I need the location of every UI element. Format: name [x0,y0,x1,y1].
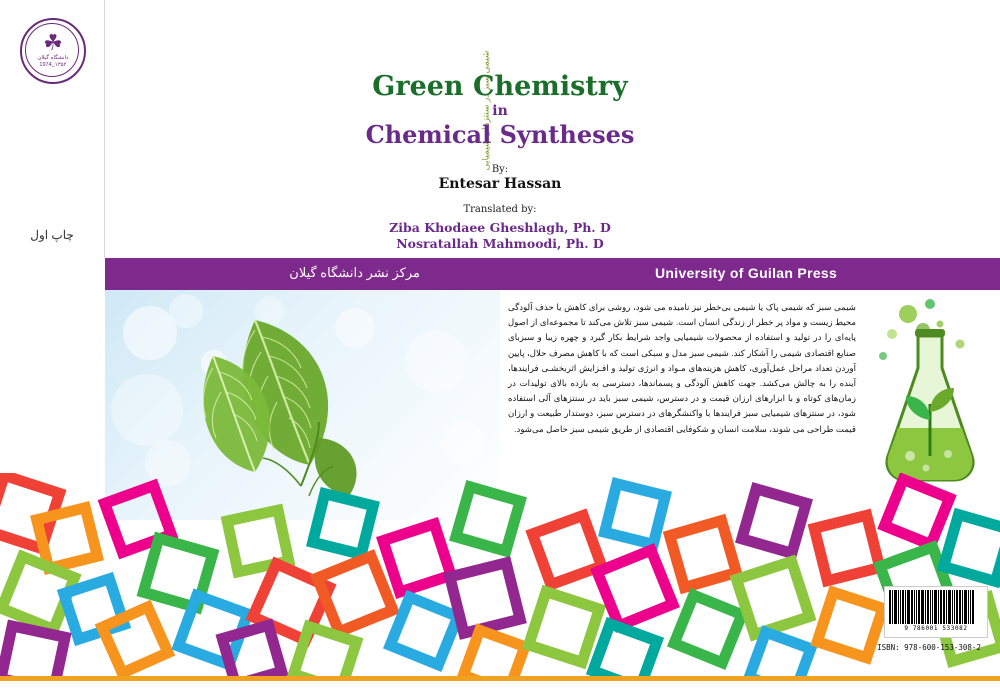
edition-label: چاپ اول [30,228,74,242]
seal-label-fa: دانشگاه گیلان [37,55,69,61]
publisher-band [105,258,1000,290]
english-translator-1: Ziba Khodaee Gheshlagh, Ph. D [389,220,611,235]
barcode-bars [889,590,983,624]
english-translated-label: Translated by: [463,204,537,215]
back-cover-blurb-text: شیمی سبز که شیمی پاک یا شیمی بی‌خطر نیز نامیده می شود، روشی برای کاهش یا حذف آلودگی محیط زیست و مواد پر خطر از زندگی انسان است. شیمی سبز تلاش می‌کند تا مجموعه‌ای از اصول پایه‌ای را در تولید و استفاده از محصولات شیمیایی واجد شرایط بکار گیرد و چهره زیبا و سبزبای صنایع اقتصادی شیمی را آشکار کند. شیمی سبز مدل و سبکی است که با کاهش مصرف حلال، پایین آوردن تعداد مراحل عمل‌آوری، کاهش هزینه‌های مـواد و انرژی تولید و افـزایش اثربخشـی فرایندها، آینده را به چالش می‌کشد. جهت کاهش آلودگی و پسماندها، دسترسی به بازده بالای تولیدات در زمان‌های کوتاه و با ابزارهای ارزان قیمت و در دسترس، شیمی سبز باید در سنتزهای آلی استفاده شود، در سنتزهای شیمیایی سبز فرایندها با واکنشگرهای در دسترس سبز، دوستدار طبیعت و ارزان قیمت طراحی می شوند، سلامت انسان و شکوفایی اقتصادی از طریق شیمی سبز حاصل می‌شود. [508,302,856,434]
english-by-label: By: [491,164,509,175]
leaf-artwork-panel [105,290,500,520]
seal-inner-ring [25,23,79,77]
isbn-label: ISBN: 978-600-153-308-2 [877,643,981,652]
english-translator-2: Nosratallah Mahmoodi, Ph. D [396,236,604,251]
english-title-in: in [492,103,508,119]
english-title-line2: Chemical Syntheses [365,120,635,149]
leaves-illustration [105,290,500,520]
back-cover-blurb-panel [500,290,1000,520]
english-author: Entesar Hassan [438,176,562,192]
bottom-white-margin [0,681,1000,693]
english-title-line1: Green Chemistry [372,71,628,102]
barcode-number: 9 786001 533082 [904,625,968,632]
spine-title: شیمی سبز در سنتزهای شیمیایی [480,50,491,171]
barcode [884,586,988,638]
english-title [0,72,1000,150]
flask-illustration [868,296,993,501]
seal-label-year: ۱۳۵۲_1974 [39,62,67,68]
publisher-name-fa: مرکز نشر دانشگاه گیلان [289,265,420,280]
seal-emblem-icon: ☘ [43,31,63,56]
publisher-name-en: University of Guilan Press [655,265,838,281]
